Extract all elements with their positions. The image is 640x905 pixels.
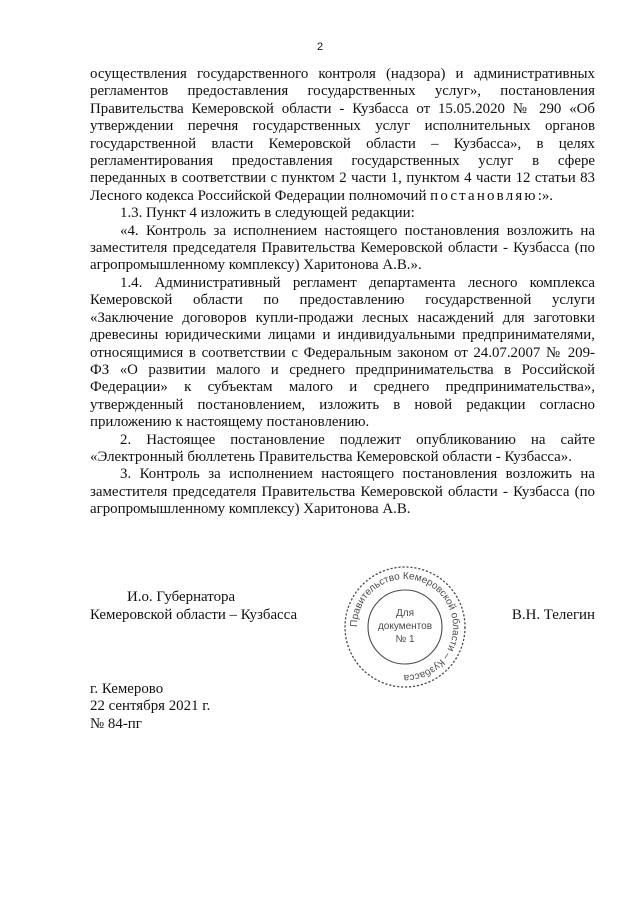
preamble-text: осуществления государственного контроля (надзора) и административных регламентов предоставления государственных услуг», постановления Правительства Кемеровской области - Кузбасса от 15.05.2020 № 290 «Об утверждении перечня государственных услуг исполнительных органов государственной власти Кемеровской области – Кузбасса», в целях регламентирования предоставления государственных услуг в сфере переданных в соответствии с пунктом 2 части 1, пунктом 4 части 12 статьи 83 Лесного кодекса Российской Федерации полномочий	[90, 66, 595, 204]
paragraph-1-4: 1.4. Административный регламент департамента лесного комплекса Кемеровской области по предоставлению государственной услуги «Заключение договоров купли-продажи лесных насаждений для заготовки древесины юридическими лицами и индивидуальными предпринимателями, относящимися в соответствии с Федеральным законом от 24.07.2007 № 209-ФЗ «О развитии малого и среднего предпринимательства в Российской Федерации» к субъектам малого и среднего предпринимательства», утвержденный постановлением, изложить в новой редакции согласно приложению к настоящему постановлению.	[90, 274, 595, 431]
signer-title-line2: Кемеровской области – Кузбасса	[90, 607, 298, 623]
stamp-center-line3: № 1	[395, 634, 415, 645]
signer-name: В.Н. Телегин	[511, 607, 595, 623]
document-number: № 84-пг	[90, 715, 142, 732]
paragraph-1-3: 1.3. Пункт 4 изложить в следующей редакции:	[120, 205, 415, 222]
resolve-word: постановляю	[430, 187, 538, 204]
paragraph-2: 2. Настоящее постановление подлежит опубликованию на сайте «Электронный бюллетень Правительства Кемеровской области - Кузбасса».	[90, 431, 595, 465]
issue-date: 22 сентября 2021 г.	[90, 698, 211, 715]
signature-block	[90, 570, 595, 684]
stamp-center-line2: документов	[377, 621, 433, 632]
signer-title-line1: И.о. Губернатора	[127, 589, 236, 605]
document-body	[90, 66, 595, 519]
document-footer	[90, 681, 210, 733]
paragraph-preamble	[90, 66, 595, 205]
issue-city: г. Кемерово	[90, 681, 164, 697]
stamp-ring-text: Правительство Кемеровской области – Кузбасса	[348, 570, 462, 684]
paragraph-3: 3. Контроль за исполнением настоящего постановления возложить на заместителя председателя Правительства Кемеровской области - Кузбасса (по агропромышленному комплексу) Харитонова А.В.	[90, 466, 595, 518]
page-number: 2	[316, 41, 324, 53]
stamp-center-line1: Для	[395, 608, 415, 619]
official-stamp	[342, 564, 468, 690]
paragraph-quoted-item-4: «4. Контроль за исполнением настоящего постановления возложить на заместителя председателя Правительства Кемеровской области - Кузбасса (по агропромышленному комплексу) Харитонова А.В.».	[90, 222, 595, 274]
preamble-ending: :».	[537, 187, 554, 204]
